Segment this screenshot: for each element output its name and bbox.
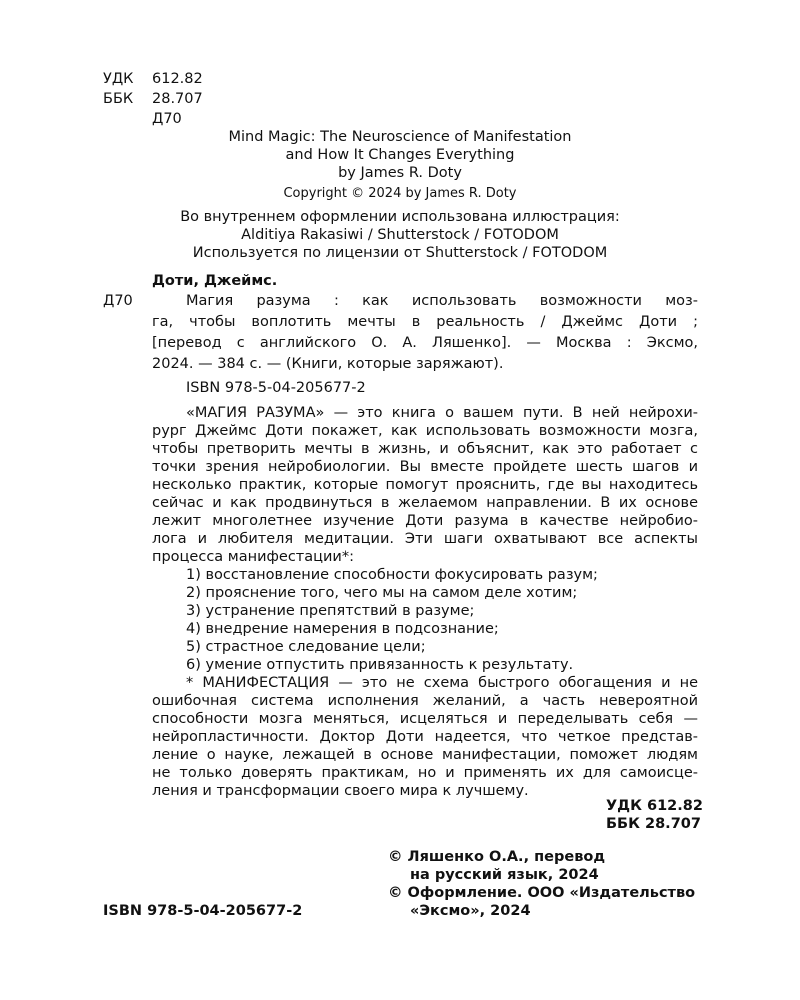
footnote-line: ление о науке, лежащей в основе манифестации, поможет людям [152, 747, 698, 763]
step-item: 4) внедрение намерения в подсознание; [186, 621, 499, 637]
footer-copyright-design-cont: «Эксмо», 2024 [410, 903, 531, 919]
author-mark: Д70 [152, 111, 182, 127]
annotation-line: чтобы претворить мечты в жизнь, и объяснит, как это работает с [152, 441, 698, 457]
footer-bbk: ББК 28.707 [606, 816, 701, 832]
udk-value: 612.82 [152, 71, 203, 87]
step-item: 5) страстное следование цели; [186, 639, 426, 655]
udk-label: УДК [103, 71, 134, 87]
annotation-line: процесса манифестации*: [152, 549, 354, 565]
illustration-line1: Во внутреннем оформлении использована иллюстрация: [180, 209, 620, 225]
catalog-heading: Доти, Джеймс. [152, 273, 278, 289]
annotation-line: точки зрения нейробиологии. Вы вместе пройдете шесть шагов и [152, 459, 698, 475]
step-item: 3) устранение препятствий в разуме; [186, 603, 475, 619]
footnote-line: способности мозга меняться, исцеляться и переделывать себя — [152, 711, 698, 727]
footer-copyright-design: © Оформление. ООО «Издательство [388, 885, 696, 901]
step-item: 6) умение отпустить привязанность к результату. [186, 657, 574, 673]
annotation-line: рург Джеймс Доти покажет, как использовать возможности мозга, [152, 423, 698, 439]
original-author-line: by James R. Doty [338, 165, 462, 181]
footnote-line: ошибочная система исполнения желаний, а часть невероятной [152, 693, 698, 709]
catalog-mark: Д70 [103, 293, 133, 309]
footer-isbn: ISBN 978-5-04-205677-2 [103, 903, 303, 919]
footer-udk: УДК 612.82 [606, 798, 703, 814]
illustration-line3: Используется по лицензии от Shutterstock / FOTODOM [192, 245, 608, 261]
catalog-line: 2024. — 384 с. — (Книги, которые заряжают). [152, 356, 504, 372]
footnote-line: нейропластичности. Доктор Доти надеется, что четкое представ- [152, 729, 698, 745]
step-item: 1) восстановление способности фокусировать разум; [186, 567, 598, 583]
footer-copyright-translation-cont: на русский язык, 2024 [410, 867, 599, 883]
original-title-line1: Mind Magic: The Neuroscience of Manifestation [228, 129, 572, 145]
footnote-line: не только доверять практикам, но и применять их для самоисце- [152, 765, 698, 781]
bbk-value: 28.707 [152, 91, 203, 107]
bbk-label: ББК [103, 91, 134, 107]
illustration-line2: Alditiya Rakasiwi / Shutterstock / FOTODOM [241, 227, 559, 243]
annotation-line: «МАГИЯ РАЗУМА» — это книга о вашем пути. В ней нейрохи- [186, 405, 698, 421]
footer-copyright-translation: © Ляшенко О.А., перевод [388, 849, 606, 865]
original-title-line2: and How It Changes Everything [285, 147, 515, 163]
catalog-isbn: ISBN 978-5-04-205677-2 [186, 380, 366, 396]
original-copyright: Copyright © 2024 by James R. Doty [283, 186, 517, 201]
annotation-line: лога и любителя медитации. Эти шаги охватывают все аспекты [152, 531, 698, 547]
annotation-line: несколько практик, которые помогут прояснить, где вы находитесь [152, 477, 698, 493]
step-item: 2) прояснение того, чего мы на самом деле хотим; [186, 585, 578, 601]
footnote-line: ления и трансформации своего мира к лучшему. [152, 783, 529, 799]
annotation-line: лежит многолетнее изучение Доти разума в качестве нейробио- [152, 513, 698, 529]
footnote-line: * МАНИФЕСТАЦИЯ — это не схема быстрого обогащения и не [186, 675, 698, 691]
annotation-line: сейчас и как продвинуться в желаемом направлении. В их основе [152, 495, 698, 511]
catalog-line: Магия разума : как использовать возможности моз- [186, 293, 698, 309]
catalog-line: га, чтобы воплотить мечты в реальность / Джеймс Доти ; [152, 314, 698, 330]
catalog-line: [перевод с английского О. А. Ляшенко]. — Москва : Эксмо, [152, 335, 698, 351]
